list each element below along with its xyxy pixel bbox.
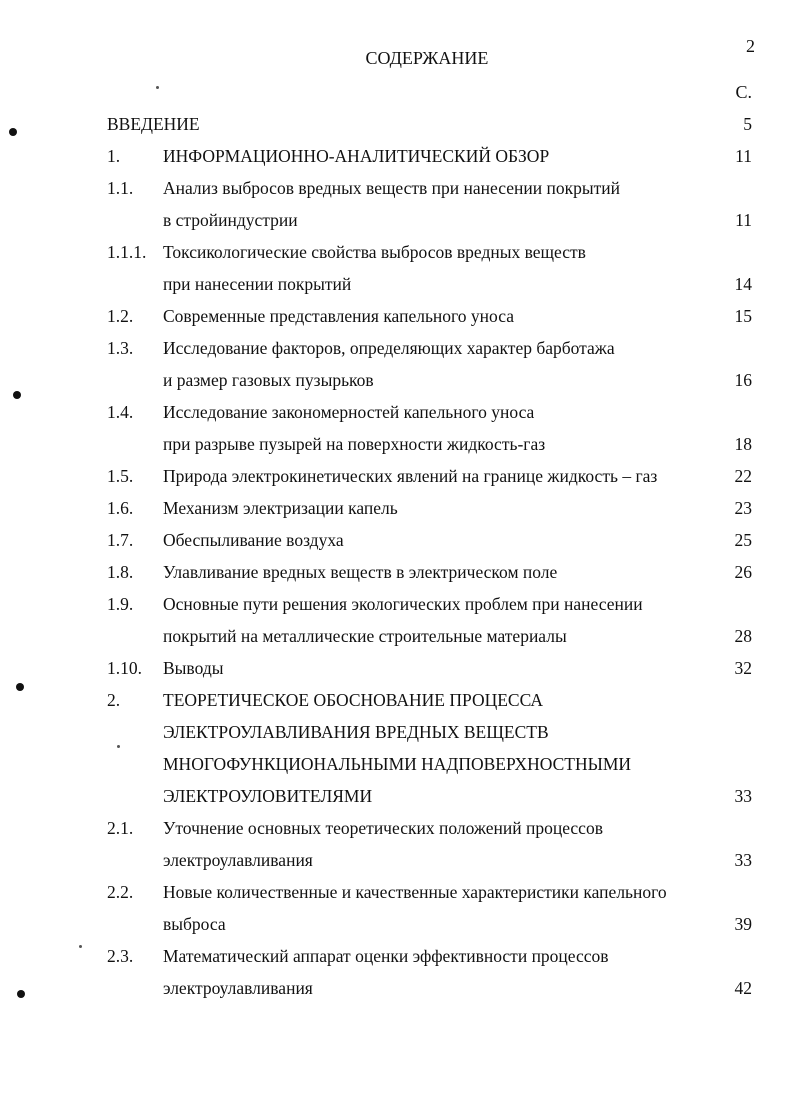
toc-line [0, 268, 796, 300]
toc-entry-title: Анализ выбросов вредных веществ при нанесении покрытий [163, 178, 620, 198]
toc-entry-title: электроулавливания [163, 850, 313, 870]
toc-entry-page: 42 [734, 978, 752, 998]
toc-entry-page: 33 [734, 850, 752, 870]
toc-entry-title: ТЕОРЕТИЧЕСКОЕ ОБОСНОВАНИЕ ПРОЦЕССА [163, 690, 544, 710]
punch-mark [17, 990, 25, 998]
toc-entry-page: 23 [734, 498, 752, 518]
punch-mark [9, 128, 17, 136]
punch-mark [16, 683, 24, 691]
toc-entry-number: 1.1. [107, 178, 134, 198]
toc-entry-title: ЭЛЕКТРОУЛОВИТЕЛЯМИ [163, 786, 373, 806]
toc-entry-title: Обеспыливание воздуха [163, 530, 344, 550]
toc-line [0, 588, 796, 620]
toc-entry-title: Выводы [163, 658, 224, 678]
toc-entry-page: 39 [734, 914, 752, 934]
toc-entry-number: 1.7. [107, 530, 134, 550]
page-number: 2 [746, 36, 755, 56]
toc-line [0, 684, 796, 716]
toc-line [0, 428, 796, 460]
toc-entry-title: в стройиндустрии [163, 210, 298, 230]
toc-entry-page: 18 [734, 434, 752, 454]
toc-entry-number: 1.6. [107, 498, 134, 518]
toc-entry-number: 1.3. [107, 338, 134, 358]
toc-entry-title: МНОГОФУНКЦИОНАЛЬНЫМИ НАДПОВЕРХНОСТНЫМИ [163, 754, 632, 774]
toc-entry-title: электроулавливания [163, 978, 313, 998]
toc-line [0, 460, 796, 492]
toc-entry-title: Улавливание вредных веществ в электрическом поле [163, 562, 558, 582]
toc-entry-title: Механизм электризации капель [163, 498, 398, 518]
toc-entry-title: выброса [163, 914, 226, 934]
scan-speck [117, 745, 120, 748]
toc-entry-title: при разрыве пузырей на поверхности жидкость-газ [163, 434, 546, 454]
toc-entry-title: Математический аппарат оценки эффективности процессов [163, 946, 609, 966]
toc-entry-page: 16 [734, 370, 752, 390]
toc-entry-number: 1.2. [107, 306, 134, 326]
toc-line [0, 716, 796, 748]
toc-entry-title: ЭЛЕКТРОУЛАВЛИВАНИЯ ВРЕДНЫХ ВЕЩЕСТВ [163, 722, 549, 742]
toc-entry-page: 15 [734, 306, 752, 326]
toc-entry-page: 25 [734, 530, 752, 550]
toc-entry-number: 2.2. [107, 882, 134, 902]
toc-entry-page: 22 [734, 466, 752, 486]
toc-entry-page: 33 [734, 786, 752, 806]
toc-entry-title: Токсикологические свойства выбросов вредных веществ [163, 242, 586, 262]
toc-line [0, 652, 796, 684]
toc-line [0, 844, 796, 876]
toc-line [0, 332, 796, 364]
toc-line [0, 972, 796, 1004]
punch-mark [13, 391, 21, 399]
toc-entry-page: 26 [734, 562, 752, 582]
toc-line [0, 940, 796, 972]
toc-entry-number: 1.10. [107, 658, 142, 678]
toc-entry-page: 5 [743, 114, 752, 134]
toc-entry-title: Основные пути решения экологических проблем при нанесении [163, 594, 643, 614]
scan-speck [156, 86, 159, 89]
toc-line [0, 204, 796, 236]
toc-entry-page: 11 [735, 210, 752, 230]
toc-entry-number: 1.8. [107, 562, 134, 582]
toc-line [0, 236, 796, 268]
toc-entry-title: Уточнение основных теоретических положений процессов [163, 818, 603, 838]
toc-line [0, 396, 796, 428]
toc-entry-page: 32 [734, 658, 752, 678]
toc-entry-page: 11 [735, 146, 752, 166]
toc-entry-page: 28 [734, 626, 752, 646]
toc-entry-number: 2. [107, 690, 121, 710]
toc-entry-number: 1. [107, 146, 121, 166]
toc-line [0, 812, 796, 844]
toc-line [0, 876, 796, 908]
toc-entry-number: 2.3. [107, 946, 134, 966]
toc-entry-title: Современные представления капельного уноса [163, 306, 514, 326]
toc-entry-number: 2.1. [107, 818, 134, 838]
page-column-label: С. [735, 82, 752, 102]
toc-line [0, 748, 796, 780]
toc-entry-title: Исследование закономерностей капельного уноса [163, 402, 535, 422]
toc-entry-page: 14 [734, 274, 752, 294]
toc-line [0, 300, 796, 332]
toc-line [0, 780, 796, 812]
toc-entry-number: 1.4. [107, 402, 134, 422]
toc-entry-number: 1.1.1. [107, 242, 147, 262]
toc-entry-title: Исследование факторов, определяющих характер барботажа [163, 338, 615, 358]
toc-entry-title: Природа электрокинетических явлений на границе жидкость – газ [163, 466, 658, 486]
page-title: СОДЕРЖАНИЕ [365, 48, 489, 68]
toc-line [0, 492, 796, 524]
toc-line [0, 172, 796, 204]
toc-line [0, 108, 796, 140]
toc-entry-title: покрытий на металлические строительные материалы [163, 626, 567, 646]
scan-speck [79, 945, 82, 948]
toc-line [0, 620, 796, 652]
toc-entry-title: при нанесении покрытий [163, 274, 352, 294]
toc-entry-number: 1.5. [107, 466, 134, 486]
toc-line [0, 556, 796, 588]
toc-entry-title: ВВЕДЕНИЕ [107, 114, 200, 134]
toc-line [0, 364, 796, 396]
toc-entry-title: ИНФОРМАЦИОННО-АНАЛИТИЧЕСКИЙ ОБЗОР [163, 146, 550, 166]
toc-entry-title: и размер газовых пузырьков [163, 370, 374, 390]
toc-entry-number: 1.9. [107, 594, 134, 614]
toc-line [0, 908, 796, 940]
toc-line [0, 524, 796, 556]
toc-entry-title: Новые количественные и качественные характеристики капельного [163, 882, 667, 902]
toc-line [0, 140, 796, 172]
